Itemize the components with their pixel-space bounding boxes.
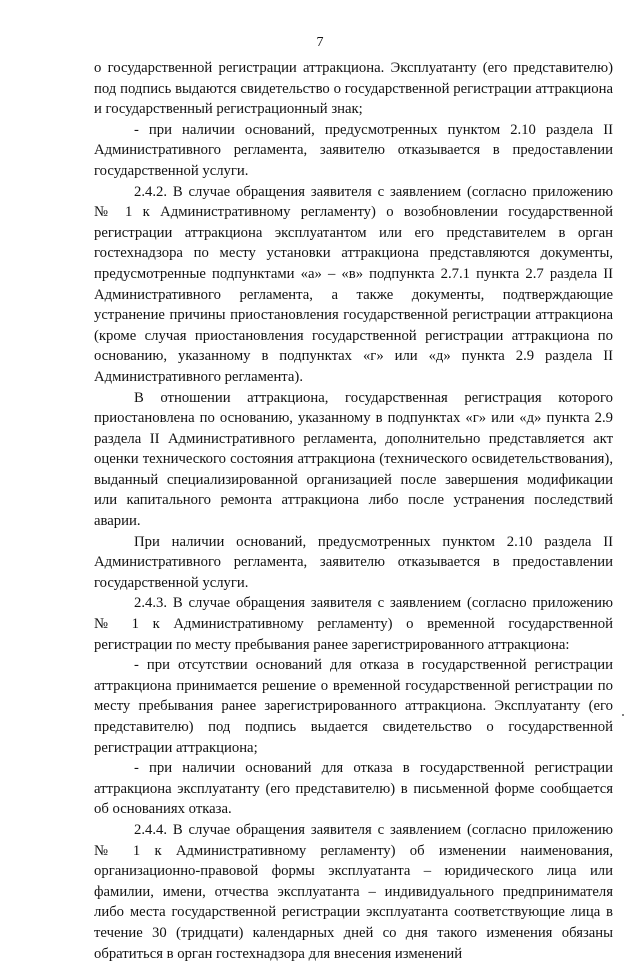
scan-speck (622, 714, 624, 716)
page-number: 7 (316, 35, 324, 50)
paragraph: При наличии оснований, предусмотренных пунктом 2.10 раздела II Административного регламента, заявителю отказывается в предоставлении государственной услуги. (94, 533, 613, 591)
paragraph: 2.4.2. В случае обращения заявителя с заявлением (согласно приложению № 1 к Административному регламенту) о возобновлении государственной регистрации аттракциона эксплуатантом или его представителем в орган гостехнадзора по месту установки аттракциона представляются документы, предусмотренные подпунктами «а» – «в» подпункта 2.7.1 пункта 2.7 раздела II Административного регламента, а также документы, подтверждающие устранение причины приостановления государственной регистрации аттракциона (кроме случая приостановления государственной регистрации аттракциона по основанию, указанному в подпунктах «г» или «д» пункта 2.9 раздела II Административного регламента). (94, 183, 613, 385)
body-text (94, 58, 613, 964)
list-item-paragraph: - при отсутствии оснований для отказа в государственной регистрации аттракциона принимается решение о временной государственной регистрации по месту пребывания ранее зарегистрированного аттракциона. Эксплуатанту (его представителю) под подпись выдается свидетельство о государственной регистрации аттракциона; (94, 657, 613, 756)
paragraph: В отношении аттракциона, государственная регистрация которого приостановлена по основанию, указанному в подпунктах «г» или «д» пункта 2.9 раздела II Административного регламента, дополнительно представляется акт оценки технического состояния аттракциона (технического освидетельствования), выданный специализированной организацией после завершения модификации или капитального ремонта аттракциона либо после устранения последствий аварии. (94, 389, 613, 530)
paragraph: 2.4.3. В случае обращения заявителя с заявлением (согласно приложению № 1 к Административному регламенту) о временной государственной регистрации по месту пребывания ранее зарегистрированного аттракциона: (94, 595, 613, 653)
list-item-paragraph: - при наличии оснований для отказа в государственной регистрации аттракциона эксплуатанту (его представителю) в письменной форме сообщается об основаниях отказа. (94, 760, 613, 818)
list-item-paragraph: - при наличии оснований, предусмотренных пунктом 2.10 раздела II Административного регламента, заявителю отказывается в предоставлении государственной услуги. (94, 121, 613, 179)
paragraph: о государственной регистрации аттракциона. Эксплуатанту (его представителю) под подпись выдаются свидетельство о государственной регистрации аттракциона и государственный регистрационный знак; (94, 60, 613, 118)
paragraph: 2.4.4. В случае обращения заявителя с заявлением (согласно приложению № 1 к Административному регламенту) об изменении наименования, организационно-правовой формы эксплуатанта – юридического лица или фамилии, имени, отчества эксплуатанта – индивидуального предпринимателя либо места государственной регистрации эксплуатанта соответствующие лица в течение 30 (тридцати) календарных дней со дня такого изменения обязаны обратиться в орган гостехнадзора для внесения изменений (94, 821, 613, 962)
